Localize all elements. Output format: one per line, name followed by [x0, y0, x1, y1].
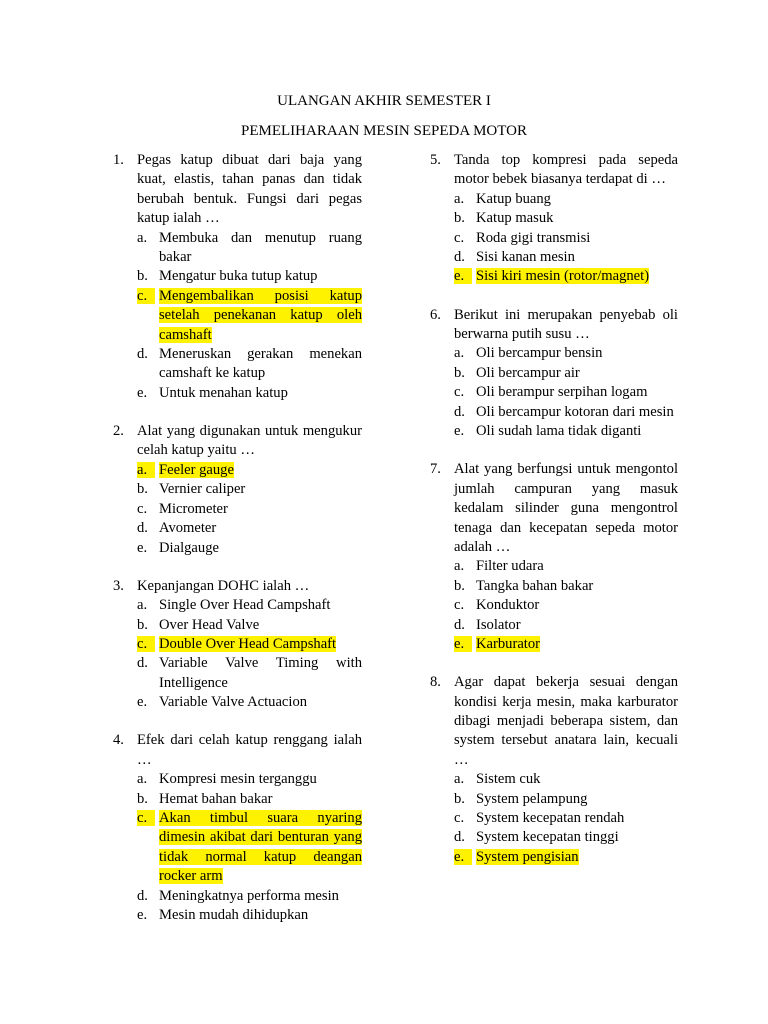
option-text	[476, 596, 678, 615]
question-text: Efek dari celah katup renggang ialah …	[137, 732, 362, 768]
option-text	[159, 635, 362, 654]
option-letter-text: e.	[454, 268, 472, 284]
question-text: Agar dapat bekerja sesuai dengan kondisi kerja mesin, maka karburator dibagi menjadi beberapa sistem, dan system tersebut anatara lain, kecuali …	[454, 674, 678, 768]
option-letter	[454, 364, 465, 383]
option-label: Oli bercampur bensin	[476, 345, 603, 362]
option-letter	[454, 267, 472, 286]
answer-option	[454, 809, 678, 828]
option-letter-text: d.	[454, 616, 465, 633]
option-text	[159, 616, 362, 635]
option-label: Meneruskan gerakan menekan camshaft ke katup	[159, 346, 362, 382]
option-letter	[137, 809, 155, 828]
option-label: Dialgauge	[159, 539, 219, 556]
option-label: Katup masuk	[476, 210, 554, 227]
option-letter-text: c.	[454, 809, 465, 826]
option-letter-text: b.	[137, 481, 148, 498]
question-number: 6.	[430, 306, 441, 323]
answer-option	[137, 654, 362, 693]
option-label: Katup buang	[476, 190, 551, 207]
option-letter-text: a.	[454, 190, 465, 207]
option-text	[476, 422, 678, 441]
option-text	[159, 500, 362, 519]
option-letter	[454, 577, 465, 596]
option-text	[476, 229, 678, 248]
option-letter-text: b.	[454, 790, 465, 807]
option-text	[159, 790, 362, 809]
answer-option	[454, 422, 678, 441]
question-text: Kepanjangan DOHC ialah …	[137, 577, 310, 594]
answer-option	[454, 209, 678, 228]
option-text	[476, 344, 678, 363]
option-label: System pelampung	[476, 790, 588, 807]
question-number: 3.	[113, 577, 124, 594]
option-label: Mengembalikan posisi katup setelah penekanan katup oleh camshaft	[159, 287, 362, 343]
option-letter	[454, 229, 464, 248]
option-letter-text: a.	[454, 558, 465, 575]
option-letter-text: c.	[454, 229, 465, 246]
option-text	[159, 345, 362, 384]
option-letter	[454, 790, 465, 809]
question-number: 5.	[430, 152, 441, 168]
option-label: Roda gigi transmisi	[476, 229, 591, 246]
answer-option	[137, 693, 362, 712]
option-letter-text: a.	[137, 462, 155, 478]
option-label: Membuka dan menutup ruang bakar	[159, 229, 362, 266]
option-letter	[454, 403, 465, 422]
option-letter-text: c.	[137, 636, 155, 652]
option-letter-text: e.	[454, 636, 472, 652]
option-letter	[454, 557, 464, 576]
question-text: Alat yang berfungsi untuk mengontol jumlah campuran yang masuk kedalam silinder guna mengontrol tenaga dan kecepatan sepeda motor adalah …	[454, 461, 678, 555]
answer-option	[137, 887, 362, 906]
question-1	[113, 151, 362, 403]
option-text	[476, 248, 678, 267]
option-label: Mengatur buka tutup katup	[159, 268, 318, 285]
answer-option	[454, 616, 678, 635]
option-text	[476, 809, 678, 828]
option-label: Oli sudah lama tidak diganti	[476, 423, 642, 440]
option-text	[476, 790, 678, 809]
option-text	[476, 770, 678, 789]
question-number: 8.	[430, 674, 441, 691]
answer-option	[137, 519, 362, 538]
option-text	[159, 267, 362, 286]
option-letter	[137, 345, 148, 364]
option-letter-text: b.	[454, 364, 465, 381]
option-letter-text: a.	[137, 597, 148, 614]
option-label: Isolator	[476, 616, 521, 633]
question-3	[113, 577, 362, 713]
option-label: Mesin mudah dihidupkan	[159, 907, 309, 924]
option-letter-text: d.	[454, 249, 465, 266]
option-letter-text: e.	[454, 423, 465, 440]
question-2	[113, 422, 362, 558]
question-number: 7.	[430, 461, 441, 478]
answer-option	[454, 596, 678, 615]
answer-option-correct	[454, 267, 678, 286]
option-label: Feeler gauge	[159, 461, 234, 478]
option-text	[476, 557, 678, 576]
option-letter	[137, 480, 148, 499]
answer-option	[137, 770, 362, 789]
answer-option	[137, 539, 362, 558]
question-number: 2.	[113, 423, 124, 440]
option-letter	[454, 848, 472, 867]
option-label: Single Over Head Campshaft	[159, 597, 331, 614]
option-letter	[137, 790, 148, 809]
option-text	[159, 384, 362, 403]
option-label: System kecepatan tinggi	[476, 829, 619, 846]
option-letter	[137, 770, 147, 789]
option-text	[476, 848, 678, 867]
option-letter-text: d.	[454, 829, 465, 846]
option-text	[159, 770, 362, 789]
option-letter-text: d.	[454, 403, 465, 420]
option-letter-text: b.	[137, 616, 148, 633]
option-letter-text: b.	[454, 210, 465, 227]
option-letter-text: b.	[137, 790, 148, 807]
answer-option-correct	[137, 287, 362, 345]
option-label: Oli bercampur air	[476, 364, 580, 381]
answer-option	[454, 557, 678, 576]
option-text	[159, 480, 362, 499]
option-text	[159, 519, 362, 538]
option-label: System kecepatan rendah	[476, 809, 625, 826]
option-text	[476, 577, 678, 596]
option-letter-text: d.	[137, 655, 148, 672]
option-letter-text: b.	[137, 268, 148, 285]
option-letter-text: e.	[137, 907, 148, 924]
answer-option	[454, 828, 678, 847]
option-label: Untuk menahan katup	[159, 384, 288, 401]
option-text	[159, 596, 362, 615]
page-title: ULANGAN AKHIR SEMESTER I	[277, 93, 491, 109]
option-letter-text: c.	[454, 597, 465, 614]
answer-option	[454, 248, 678, 267]
option-letter	[137, 384, 147, 403]
option-letter	[137, 887, 148, 906]
option-letter-text: e.	[137, 384, 148, 401]
option-letter	[137, 539, 147, 558]
answer-option-correct	[137, 635, 362, 654]
answer-option	[137, 500, 362, 519]
answer-option	[454, 364, 678, 383]
option-label: Filter udara	[476, 558, 544, 575]
option-letter-text: a.	[454, 771, 465, 788]
option-letter	[137, 654, 148, 673]
option-text	[476, 267, 678, 286]
option-letter-text: d.	[137, 520, 148, 537]
question-8	[430, 673, 678, 867]
answer-option	[137, 596, 362, 615]
option-letter	[137, 500, 147, 519]
option-letter-text: c.	[137, 288, 155, 304]
option-letter	[137, 906, 147, 925]
option-text	[159, 809, 362, 887]
option-letter	[137, 229, 147, 248]
option-letter	[454, 635, 472, 654]
option-label: Sisi kiri mesin (rotor/magnet)	[476, 268, 650, 285]
answer-option	[137, 384, 362, 403]
option-label: Akan timbul suara nyaring dimesin akibat dari benturan yang tidak normal katup deangan rocker arm	[159, 809, 362, 885]
option-letter	[454, 248, 465, 267]
option-letter-text: c.	[137, 500, 148, 517]
option-label: Micrometer	[159, 500, 228, 517]
option-letter-text: e.	[454, 849, 472, 865]
option-text	[159, 693, 362, 712]
option-letter-text: c.	[454, 384, 465, 401]
option-label: Kompresi mesin terganggu	[159, 771, 317, 788]
option-text	[159, 461, 362, 480]
question-text: Alat yang digunakan untuk mengukur celah katup yaitu …	[137, 423, 362, 459]
answer-option	[137, 267, 362, 286]
option-letter	[454, 596, 464, 615]
option-label: Double Over Head Campshaft	[159, 635, 337, 652]
answer-option	[454, 403, 678, 422]
option-label: Sisi kanan mesin	[476, 249, 575, 266]
option-label: System pengisian	[476, 848, 579, 865]
answer-option-correct	[454, 848, 678, 867]
option-label: Meningkatnya performa mesin	[159, 887, 339, 904]
option-letter	[137, 616, 148, 635]
option-letter-text: d.	[137, 346, 148, 363]
option-letter	[454, 190, 464, 209]
option-letter	[137, 267, 148, 286]
option-label: Sistem cuk	[476, 771, 541, 788]
option-label: Variable Valve Actuacion	[159, 694, 308, 711]
option-letter	[137, 596, 147, 615]
option-letter-text: e.	[137, 694, 148, 711]
question-text: Berikut ini merupakan penyebab oli berwarna putih susu …	[454, 306, 678, 343]
option-letter-text: d.	[137, 887, 148, 904]
option-text	[159, 887, 362, 906]
option-label: Variable Valve Timing with Intelligence	[159, 655, 362, 691]
right-column	[430, 151, 678, 886]
option-text	[476, 383, 678, 402]
answer-option-correct	[454, 635, 678, 654]
option-letter	[137, 693, 147, 712]
answer-option	[137, 790, 362, 809]
option-text	[159, 287, 362, 345]
option-letter-text: e.	[137, 539, 148, 556]
question-6	[430, 306, 678, 442]
question-text: Pegas katup dibuat dari baja yang kuat, elastis, tahan panas dan tidak berubah bentuk. Fungsi dari pegas katup ialah …	[137, 152, 362, 227]
option-letter	[454, 770, 464, 789]
page-subtitle: PEMELIHARAAN MESIN SEPEDA MOTOR	[241, 123, 527, 139]
question-text: Tanda top kompresi pada sepeda motor bebek biasanya terdapat di …	[454, 152, 678, 188]
option-letter-text: a.	[137, 771, 148, 788]
option-text	[159, 906, 362, 925]
option-letter	[454, 809, 464, 828]
answer-option	[454, 790, 678, 809]
answer-option-correct	[137, 461, 362, 480]
answer-option	[137, 345, 362, 384]
option-label: Oli berampur serpihan logam	[476, 384, 648, 401]
question-number: 4.	[113, 732, 124, 749]
question-number: 1.	[113, 152, 124, 168]
question-5	[430, 151, 678, 287]
option-letter	[137, 519, 148, 538]
option-text	[476, 828, 678, 847]
answer-option	[137, 480, 362, 499]
left-column	[113, 151, 362, 944]
option-letter	[454, 828, 465, 847]
option-label: Konduktor	[476, 597, 540, 614]
option-text	[159, 229, 362, 268]
option-label: Karburator	[476, 635, 541, 652]
question-7	[430, 460, 678, 654]
option-letter-text: b.	[454, 577, 465, 594]
option-label: Tangka bahan bakar	[476, 577, 594, 594]
option-letter-text: c.	[137, 810, 155, 826]
option-letter-text: a.	[454, 345, 465, 362]
option-letter	[454, 209, 465, 228]
answer-option	[137, 616, 362, 635]
option-letter	[137, 635, 155, 654]
option-text	[476, 209, 678, 228]
answer-option	[454, 190, 678, 209]
option-letter	[137, 461, 155, 480]
option-text	[476, 635, 678, 654]
option-label: Vernier caliper	[159, 481, 246, 498]
option-letter	[454, 616, 465, 635]
option-letter	[137, 287, 155, 306]
option-text	[476, 616, 678, 635]
option-label: Over Head Valve	[159, 616, 260, 633]
option-letter-text: a.	[137, 229, 148, 246]
answer-option	[454, 229, 678, 248]
question-4	[113, 731, 362, 925]
option-letter	[454, 344, 464, 363]
option-text	[159, 654, 362, 693]
option-text	[476, 403, 678, 422]
option-label: Avometer	[159, 520, 217, 537]
answer-option	[454, 577, 678, 596]
answer-option	[454, 383, 678, 402]
answer-option	[137, 906, 362, 925]
option-text	[159, 539, 362, 558]
option-label: Oli bercampur kotoran dari mesin	[476, 403, 674, 420]
option-letter	[454, 422, 464, 441]
option-text	[476, 364, 678, 383]
answer-option	[454, 770, 678, 789]
option-text	[476, 190, 678, 209]
answer-option	[137, 229, 362, 268]
answer-option	[454, 344, 678, 363]
option-letter	[454, 383, 464, 402]
option-label: Hemat bahan bakar	[159, 790, 273, 807]
answer-option-correct	[137, 809, 362, 887]
